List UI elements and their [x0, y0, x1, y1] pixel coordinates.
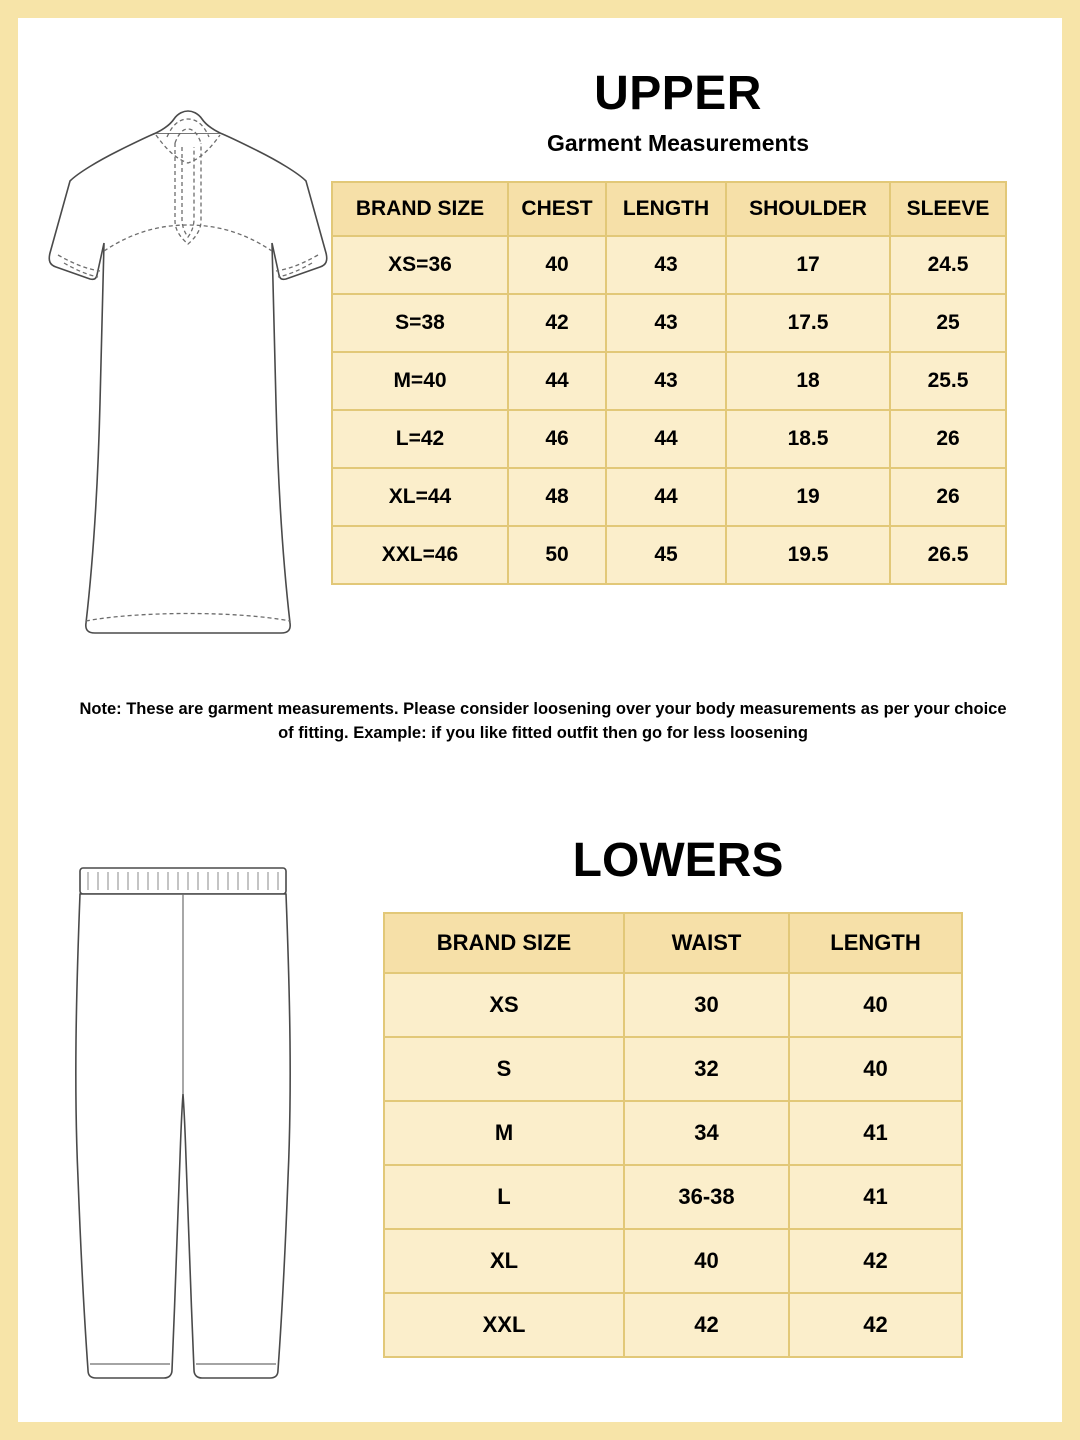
- table-row: [384, 1229, 962, 1293]
- cell-chest: 50: [508, 526, 606, 584]
- cell-length: 45: [606, 526, 726, 584]
- upper-col-sleeve: SLEEVE: [890, 182, 1006, 236]
- cell-length: 44: [606, 410, 726, 468]
- cell-length: 40: [789, 1037, 962, 1101]
- cell-waist: 36-38: [624, 1165, 789, 1229]
- upper-subtitle: Garment Measurements: [546, 130, 810, 156]
- cell-shoulder: 17: [726, 236, 890, 294]
- cell-brand-size: XXL=46: [332, 526, 508, 584]
- cell-brand-size: XS: [384, 973, 624, 1037]
- cell-brand-size: XS=36: [332, 236, 508, 294]
- cell-waist: 40: [624, 1229, 789, 1293]
- cell-brand-size: S: [384, 1037, 624, 1101]
- pajama-illustration-icon: [58, 858, 308, 1398]
- upper-col-length: LENGTH: [606, 182, 726, 236]
- upper-col-brand-size: BRAND SIZE: [332, 182, 508, 236]
- upper-size-table: [331, 181, 1007, 585]
- table-row: [384, 1037, 962, 1101]
- cell-waist: 30: [624, 973, 789, 1037]
- table-row: [384, 1165, 962, 1229]
- cell-shoulder: 18: [726, 352, 890, 410]
- cell-length: 42: [789, 1229, 962, 1293]
- measurement-note: Note: These are garment measurements. Please consider loosening over your body measurements as per your choice of fitting. Example: if you like fitted outfit then go for less loosening: [79, 700, 1007, 742]
- cell-shoulder: 18.5: [726, 410, 890, 468]
- cell-brand-size: S=38: [332, 294, 508, 352]
- cell-chest: 40: [508, 236, 606, 294]
- lowers-col-length: LENGTH: [789, 913, 962, 973]
- lowers-col-brand-size: BRAND SIZE: [384, 913, 624, 973]
- cell-length: 42: [789, 1293, 962, 1357]
- cell-length: 43: [606, 236, 726, 294]
- cell-shoulder: 17.5: [726, 294, 890, 352]
- cell-length: 43: [606, 294, 726, 352]
- table-row: [384, 1101, 962, 1165]
- cell-brand-size: L=42: [332, 410, 508, 468]
- table-row: [332, 468, 1006, 526]
- table-row: [332, 526, 1006, 584]
- cell-sleeve: 26: [890, 468, 1006, 526]
- cell-length: 40: [789, 973, 962, 1037]
- cell-chest: 46: [508, 410, 606, 468]
- table-row: [332, 294, 1006, 352]
- table-row: [384, 973, 962, 1037]
- cell-brand-size: M=40: [332, 352, 508, 410]
- cell-sleeve: 26: [890, 410, 1006, 468]
- lowers-col-waist: WAIST: [624, 913, 789, 973]
- cell-sleeve: 25: [890, 294, 1006, 352]
- table-row: [384, 1293, 962, 1357]
- cell-sleeve: 25.5: [890, 352, 1006, 410]
- cell-waist: 42: [624, 1293, 789, 1357]
- cell-brand-size: XXL: [384, 1293, 624, 1357]
- cell-brand-size: XL: [384, 1229, 624, 1293]
- cell-chest: 42: [508, 294, 606, 352]
- lowers-size-table: [383, 912, 963, 1358]
- cell-length: 44: [606, 468, 726, 526]
- table-row: [332, 352, 1006, 410]
- cell-chest: 48: [508, 468, 606, 526]
- cell-brand-size: L: [384, 1165, 624, 1229]
- table-row: [332, 236, 1006, 294]
- upper-title: UPPER: [594, 67, 762, 120]
- cell-waist: 32: [624, 1037, 789, 1101]
- cell-waist: 34: [624, 1101, 789, 1165]
- table-row: [332, 410, 1006, 468]
- cell-brand-size: M: [384, 1101, 624, 1165]
- cell-sleeve: 24.5: [890, 236, 1006, 294]
- upper-col-shoulder: SHOULDER: [726, 182, 890, 236]
- cell-length: 41: [789, 1101, 962, 1165]
- table-header-row: [384, 913, 962, 973]
- cell-shoulder: 19.5: [726, 526, 890, 584]
- kurta-illustration-icon: [38, 103, 338, 663]
- size-chart-page: [18, 18, 1062, 1422]
- cell-length: 43: [606, 352, 726, 410]
- table-header-row: [332, 182, 1006, 236]
- cell-brand-size: XL=44: [332, 468, 508, 526]
- cell-length: 41: [789, 1165, 962, 1229]
- lowers-title: LOWERS: [572, 834, 784, 887]
- cell-chest: 44: [508, 352, 606, 410]
- cell-shoulder: 19: [726, 468, 890, 526]
- upper-section: [18, 18, 1062, 742]
- cell-sleeve: 26.5: [890, 526, 1006, 584]
- upper-col-chest: CHEST: [508, 182, 606, 236]
